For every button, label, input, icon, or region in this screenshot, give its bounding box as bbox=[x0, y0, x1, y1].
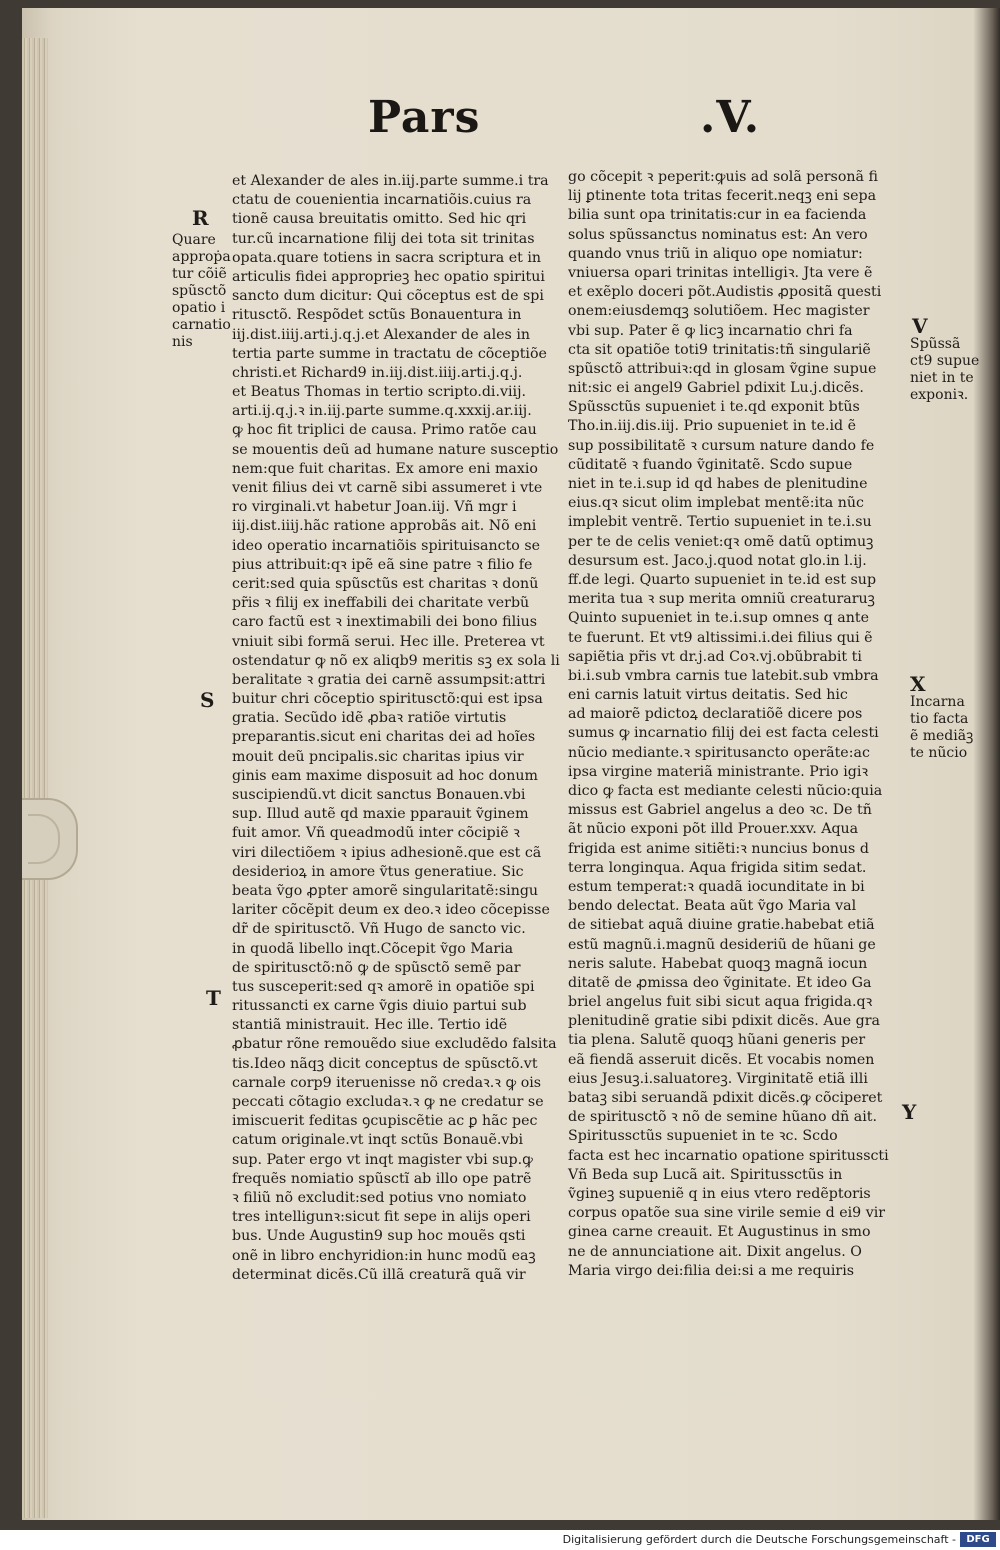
binding-gutter-shadow bbox=[974, 8, 1000, 1520]
text-line: onem:eiusdemqꝫ solutiõem. Hec magister bbox=[568, 303, 870, 320]
text-line: iij.dist.iiij.arti.j.q.j.et Alexander de ales in bbox=[232, 326, 531, 343]
text-line: in quodã libello inqt.Cõcepit ṽgo Maria bbox=[232, 940, 514, 957]
margin-note-quare-approprietur bbox=[172, 232, 231, 351]
text-line: tus susceperit:sed qꝛ amorẽ in opatiõe spi bbox=[232, 978, 535, 995]
text-line: Quinto supueniet in te.i.sup omnes q ante bbox=[568, 610, 869, 627]
margin-letter-t: T bbox=[206, 986, 221, 1010]
text-line: eni carnis latuit virtus deitatis. Sed hic bbox=[568, 687, 848, 704]
text-line: vniuersa opari trinitas intelligiꝛ. Jta vere ẽ bbox=[568, 264, 873, 281]
text-line: carnale corp9 iteruenisse nõ credaꝛ.ꝛ ꝙ ois bbox=[232, 1074, 542, 1091]
text-line: sup. Illud autẽ qd maxie pparauit ṽginem bbox=[232, 806, 529, 823]
dfg-credit-text: Digitalisierung gefördert durch die Deutsche Forschungsgemeinschaft - bbox=[562, 1533, 956, 1546]
text-line: bus. Unde Augustin9 sup hoc mouẽs qsti bbox=[232, 1228, 526, 1245]
text-line: viri dilectiõem ꝛ ipius adhesionẽ.que est cã bbox=[232, 844, 542, 861]
margin-letter-v: V bbox=[912, 314, 928, 338]
text-line: buitur chri cõceptio spiritusctõ:qui est ipsa bbox=[232, 691, 543, 708]
text-line: vbi sup. Pater ẽ ꝙ licꝫ incarnatio chri fa bbox=[568, 322, 853, 339]
text-line: lij ꝑtinente tota tritas fecerit.neqꝫ eni sepa bbox=[568, 188, 877, 205]
text-line: tis.Ideo nãqꝫ dicit conceptus de spũsctõ.vt bbox=[232, 1055, 538, 1072]
margin-note-line: exponiꝛ. bbox=[910, 387, 969, 403]
margin-note-line: opatio i bbox=[172, 300, 226, 316]
text-line: et Alexander de ales in.iij.parte summe.i tra bbox=[232, 173, 549, 189]
margin-note-spiritussanctus-superveniet bbox=[910, 336, 979, 404]
text-line: tionẽ causa breuitatis omitto. Sed hic qri bbox=[232, 211, 527, 228]
text-line: de spiritusctõ:nõ ꝙ de spũsctõ semẽ par bbox=[232, 959, 521, 976]
dfg-logo: DFG bbox=[960, 1532, 996, 1547]
text-line: preparantis.sicut eni charitas dei ad hoĩes bbox=[232, 729, 536, 746]
running-heading-part-number: .V. bbox=[700, 92, 761, 143]
text-line: sumus ꝙ incarnatio filij dei est facta celesti bbox=[568, 725, 879, 742]
text-line: ginis eam maxime disposuit ad hoc donum bbox=[232, 767, 538, 784]
text-line: spũsctõ attribuiꝛ:qd in glosam ṽgine supue bbox=[568, 360, 877, 377]
text-line: ꝓbatur rõne remouẽdo siue excludẽdo falsita bbox=[232, 1036, 557, 1053]
page-fore-edge bbox=[22, 38, 48, 1518]
right-text-column bbox=[568, 168, 889, 1281]
margin-note-line: tur cõiẽ bbox=[172, 266, 227, 282]
text-line: tia plena. Salutẽ quoqꝫ hũani generis per bbox=[568, 1032, 866, 1049]
text-line: Maria virgo dei:filia dei:si a me requiris bbox=[568, 1262, 855, 1279]
text-line: arti.ij.q.j.ꝛ in.iij.parte summe.q.xxxij.ar.iij. bbox=[232, 403, 532, 420]
text-line: de spiritusctõ ꝛ nõ de semine hũano dñ ait. bbox=[568, 1109, 878, 1126]
text-line: ginea carne creauit. Et Augustinus in smo bbox=[568, 1224, 871, 1241]
text-line: frigida est anime sitiẽti:ꝛ nuncius bonus d bbox=[568, 840, 869, 857]
text-line: missus est Gabriel angelus a deo ꝛc. De tñ bbox=[568, 802, 872, 819]
text-line: nũcio mediante.ꝛ spiritusancto operãte:ac bbox=[568, 744, 870, 761]
text-line: et Beatus Thomas in tertio scripto.di.viij. bbox=[232, 384, 526, 401]
text-line: dico ꝙ facta est mediante celesti nũcio:quia bbox=[568, 783, 883, 799]
text-line: ipsa virgine materiã ministrante. Prio igiꝛ bbox=[568, 763, 869, 780]
margin-note-incarnatio-facta bbox=[910, 694, 973, 762]
text-line: desursum est. Jaco.j.quod notat glo.in l.ij. bbox=[568, 552, 867, 569]
text-line: merita tua ꝛ sup merita omniũ creaturaruꝫ bbox=[568, 591, 875, 608]
text-line: sapiẽtia pr̃is vt dr.j.ad Coꝛ.vj.obũbrabit ti bbox=[568, 648, 862, 665]
margin-note-line: spũsctõ bbox=[172, 283, 227, 299]
text-line: ritusctõ. Respõdet sctũs Bonauentura in bbox=[232, 307, 522, 324]
margin-note-line: approṗa bbox=[172, 249, 231, 265]
text-line: christi.et Richard9 in.iij.dist.iiij.arti.j.q.j. bbox=[232, 364, 523, 381]
text-line: caro factũ est ꝛ inextimabili dei bono filius bbox=[232, 614, 538, 631]
text-line: cta sit opatiõe toti9 trinitatis:tñ singulariẽ bbox=[568, 341, 871, 358]
text-line: ꝛ filiũ nõ excludit:sed potius vno nomiato bbox=[232, 1189, 527, 1206]
digitization-footer bbox=[0, 1530, 1000, 1550]
text-line: mouit deũ pncipalis.sic charitas ipius vir bbox=[232, 748, 524, 765]
text-line: ṽgineꝫ supueniẽ q in eius vtero redẽptoris bbox=[568, 1185, 871, 1202]
text-line: vniuit sibi formã serui. Hec ille. Preterea vt bbox=[232, 633, 545, 650]
text-line: nem:que fuit charitas. Ex amore eni maxio bbox=[232, 460, 538, 477]
text-line: Vñ Beda sup Lucã ait. Spiritussctũs in bbox=[568, 1166, 843, 1183]
book-clasp bbox=[22, 798, 78, 880]
text-line: Tho.in.iij.dis.iij. Prio supueniet in te.id ẽ bbox=[568, 418, 857, 435]
text-line: de sitiebat aquã diuine gratie.habebat etiã bbox=[568, 917, 875, 934]
text-line: cũditatẽ ꝛ fuando ṽginitatẽ. Scdo supue bbox=[568, 456, 853, 473]
text-line: eius Jesuꝫ.i.saluatoreꝫ. Virginitatẽ etiã illi bbox=[568, 1070, 868, 1087]
text-line: onẽ in libro enchyridion:in hunc modũ eaꝫ bbox=[232, 1247, 536, 1264]
text-line: determinat dicẽs.Cũ illã creaturã quã vir bbox=[232, 1266, 526, 1283]
text-line: neris salute. Habebat quoqꝫ magnã iocun bbox=[568, 955, 868, 972]
text-line: bilia sunt opa trinitatis:cur in ea facienda bbox=[568, 207, 867, 224]
text-line: corpus opatõe sua sine virile semie d ei9 vir bbox=[568, 1205, 886, 1222]
text-line: bataꝫ sibi seruandã pdixit dicẽs.ꝙ cõciperet bbox=[568, 1090, 883, 1106]
text-line: estũ magnũ.i.magnũ desideriũ de hũani ge bbox=[568, 936, 876, 953]
text-line: niet in te.i.sup id qd habes de plenitudine bbox=[568, 476, 868, 492]
text-line: facta est hec incarnatio opatione spiritusscti bbox=[568, 1147, 889, 1164]
margin-note-line: ẽ mediãꝫ bbox=[910, 728, 974, 744]
text-line: tertia parte summe in tractatu de cõceptiõe bbox=[232, 345, 547, 362]
text-line: te fuerunt. Et vt9 altissimi.i.dei filius qui ẽ bbox=[568, 629, 873, 646]
text-line: venit filius dei vt carnẽ sibi assumeret i vte bbox=[232, 480, 543, 496]
clasp-inner-ring bbox=[28, 814, 60, 864]
text-line: articulis fidei approprieꝫ hec opatio spiritui bbox=[232, 268, 545, 285]
margin-letter-s: S bbox=[200, 688, 215, 712]
text-line: suscipiendũ.vt dicit sanctus Bonauen.vbi bbox=[232, 787, 526, 803]
text-line: dr̃ de spiritusctõ. Vñ Hugo de sancto vic. bbox=[232, 921, 526, 938]
text-line: cerit:sed quia spũsctũs est charitas ꝛ donũ bbox=[232, 575, 539, 592]
text-line: pius attribuit:qꝛ ipẽ eã sine patre ꝛ filio fe bbox=[232, 556, 533, 573]
text-line: tres intelligunꝛ:sicut fit sepe in alijs operi bbox=[232, 1209, 531, 1226]
text-line: gratia. Secũdo idẽ ꝓbaꝛ ratiõe virtutis bbox=[232, 710, 507, 727]
text-line: sancto dum dicitur: Qui cõceptus est de spi bbox=[232, 288, 544, 305]
margin-letter-x: X bbox=[910, 672, 926, 696]
text-line: iij.dist.iiij.hãc ratione approbãs ait. Nõ eni bbox=[232, 518, 537, 535]
text-line: implebit ventrẽ. Tertio supueniet in te.i.su bbox=[568, 514, 872, 531]
text-line: ad maiorẽ pdictoꝝ declaratiõẽ dicere pos bbox=[568, 706, 863, 723]
margin-note-line: tio facta bbox=[910, 711, 969, 727]
text-line: ideo operatio incarnatiõis spirituisancto se bbox=[232, 537, 541, 554]
text-line: ritussancti ex carne ṽgis diuio partui sub bbox=[232, 998, 527, 1015]
text-line: ꝙ hoc fit triplici de causa. Primo ratõe cau bbox=[232, 422, 537, 439]
margin-note-line: te nũcio bbox=[910, 745, 968, 761]
text-line: go cõcepit ꝛ peperit:ꝙuis ad solã personã fi bbox=[568, 169, 878, 185]
text-line: desiderioꝝ in amore ṽtus generatiue. Sic bbox=[232, 863, 524, 880]
text-line: nit:sic ei angel9 Gabriel pdixit Lu.j.dicẽs. bbox=[568, 380, 864, 397]
text-line: solus spũssanctus nominatus est: An vero bbox=[568, 226, 868, 243]
margin-letter-r: R bbox=[192, 206, 209, 230]
margin-note-line: carnatio bbox=[172, 317, 231, 333]
margin-note-line: niet in te bbox=[910, 370, 974, 386]
text-line: sup possibilitatẽ ꝛ cursum nature dando fe bbox=[568, 437, 875, 454]
text-line: ãt nũcio exponi põt illd Prouer.xxv. Aqua bbox=[568, 821, 859, 838]
margin-note-line: nis bbox=[172, 334, 193, 350]
running-heading-pars: Pars bbox=[368, 92, 481, 143]
margin-note-line: Incarna bbox=[910, 694, 965, 710]
margin-note-line: ct9 supue bbox=[910, 353, 980, 369]
text-line: stantiã ministrauit. Hec ille. Tertio idẽ bbox=[232, 1017, 508, 1034]
text-line: plenitudinẽ gratie sibi pdixit dicẽs. Aue gra bbox=[568, 1013, 880, 1030]
text-line: eã fiendã asseruit dicẽs. Et vocabis nomen bbox=[568, 1051, 875, 1068]
text-line: frequẽs nomiatio spũsctĩ ab illo ope patrẽ bbox=[232, 1170, 532, 1187]
text-line: fuit amor. Vñ queadmodũ inter cõcipiẽ ꝛ bbox=[232, 825, 520, 842]
text-line: Spũssctũs supueniet i te.qd exponit btũs bbox=[568, 399, 860, 416]
text-line: quando vnus triũ in aliquo ope nomiatur: bbox=[568, 245, 863, 262]
margin-note-line: Spũssã bbox=[910, 336, 961, 352]
text-line: catum originale.vt inqt sctũs Bonauẽ.vbi bbox=[232, 1132, 524, 1149]
text-line: imiscuerit feditas ꝯcupiscẽtie ac ꝑ hãc pec bbox=[232, 1113, 538, 1130]
text-line: estum temperat:ꝛ quadã iocunditate in bi bbox=[568, 878, 865, 895]
text-line: bi.i.sub vmbra carnis tue latebit.sub vmbra bbox=[568, 667, 879, 684]
text-line: se mouentis deũ ad humane nature susceptio bbox=[232, 441, 559, 458]
text-line: ctatu de couenientia incarnatiõis.cuius ra bbox=[232, 192, 532, 209]
text-line: ditatẽ de ꝓmissa deo ṽginitate. Et ideo Ga bbox=[568, 974, 872, 991]
text-line: ro virginali.vt habetur Joan.iij. Vñ mgr i bbox=[232, 499, 517, 516]
text-line: terra longinqua. Aqua frigida sitim sedat. bbox=[568, 859, 867, 876]
text-line: et exẽplo doceri põt.Audistis ꝓpositã questi bbox=[568, 284, 882, 301]
text-line: Spiritussctũs supueniet in te ꝛc. Scdo bbox=[568, 1128, 838, 1145]
text-line: per te de celis veniet:qꝛ omẽ datũ optimuꝫ bbox=[568, 533, 874, 550]
text-line: beata ṽgo ꝓpter amorẽ singularitatẽ:singu bbox=[232, 882, 539, 899]
text-line: bendo delectat. Beata aũt ṽgo Maria val bbox=[568, 898, 857, 915]
margin-letter-y: Y bbox=[902, 1100, 917, 1124]
text-line: ff.de legi. Quarto supueniet in te.id est sup bbox=[568, 571, 877, 588]
text-line: briel angelus fuit sibi sicut aqua frigida.qꝛ bbox=[568, 994, 873, 1011]
text-line: opata.quare totiens in sacra scriptura et in bbox=[232, 249, 542, 266]
text-line: ne de annunciatione ait. Dixit angelus. O bbox=[568, 1243, 862, 1260]
text-line: sup. Pater ergo vt inqt magister vbi sup.ꝙ bbox=[232, 1151, 533, 1168]
left-text-column bbox=[232, 172, 560, 1285]
text-line: ostendatur ꝙ nõ ex aliqb9 meritis sꝫ ex sola li bbox=[232, 652, 560, 669]
text-line: tur.cũ incarnatione filij dei tota sit trinitas bbox=[232, 230, 535, 247]
text-line: beralitate ꝛ gratia dei carnẽ assumpsit:attri bbox=[232, 671, 546, 688]
text-line: eius.qꝛ sicut olim implebat mentẽ:ita nũc bbox=[568, 495, 864, 512]
text-line: peccati cõtagio excludaꝛ.ꝛ ꝙ ne credatur se bbox=[232, 1094, 544, 1110]
text-line: lariter cõcẽpit deum ex deo.ꝛ ideo cõcepisse bbox=[232, 902, 550, 919]
margin-note-line: Quare bbox=[172, 232, 216, 248]
text-line: pr̃is ꝛ filij ex ineffabili dei charitate verbũ bbox=[232, 595, 530, 612]
